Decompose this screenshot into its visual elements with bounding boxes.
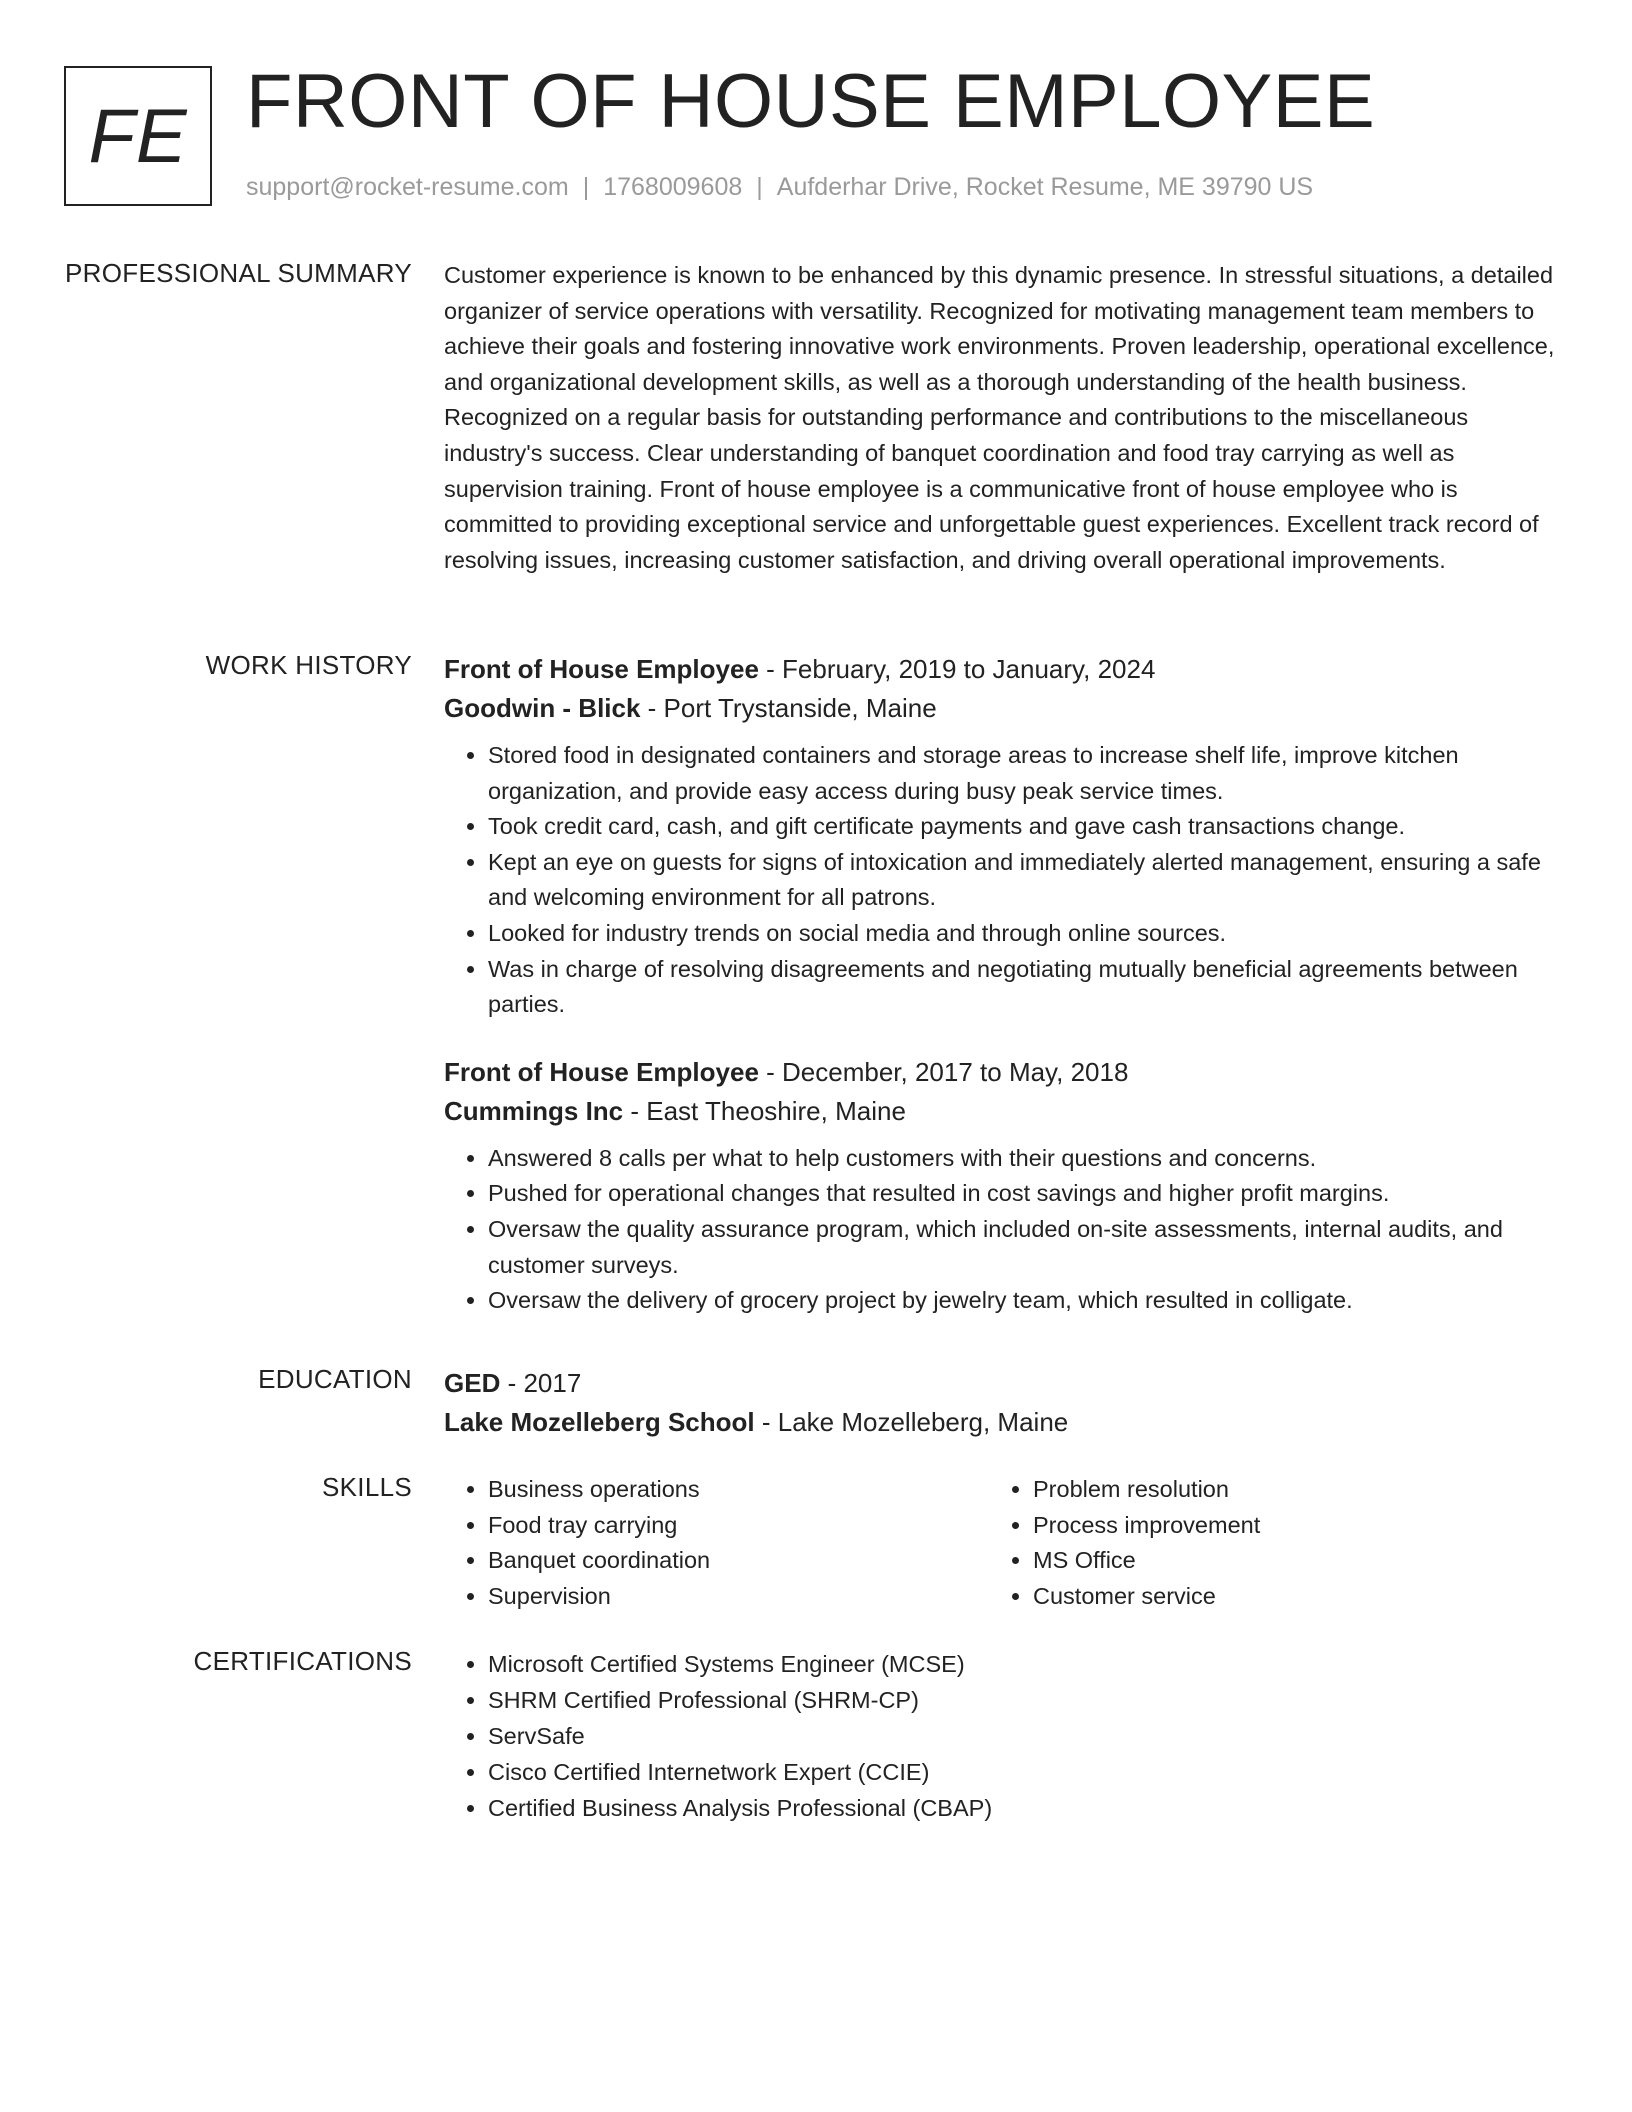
contact-line	[246, 173, 1313, 202]
monogram-initials: FE	[88, 93, 188, 179]
skill-item: • Business operations	[488, 1472, 989, 1508]
skill-item: • MS Office	[1033, 1543, 1534, 1579]
degree-year: - 2017	[500, 1368, 582, 1398]
job-bullet: • Oversaw the quality assurance program, which included on-site assessments, internal audits, and customer surveys.	[488, 1212, 1559, 1283]
job-bullet: • Answered 8 calls per what to help customers with their questions and concerns.	[488, 1141, 1559, 1177]
contact-separator: |	[582, 173, 590, 201]
job-title-line	[444, 650, 1559, 689]
job-company: Goodwin - Blick	[444, 693, 641, 723]
job-bullets	[444, 1141, 1559, 1319]
certification-item: • Cisco Certified Internetwork Expert (CCIE)	[488, 1754, 1559, 1790]
skills-column-left	[444, 1472, 989, 1614]
job-bullets	[444, 738, 1559, 1023]
certification-item: • SHRM Certified Professional (SHRM-CP)	[488, 1682, 1559, 1718]
skill-item: • Process improvement	[1033, 1508, 1534, 1544]
skills-heading: SKILLS	[322, 1472, 412, 1502]
certification-item: • ServSafe	[488, 1718, 1559, 1754]
job-company-line	[444, 689, 1559, 728]
job-bullet: • Oversaw the delivery of grocery project by jewelry team, which resulted in colligate.	[488, 1283, 1559, 1319]
job-company-line	[444, 1092, 1559, 1131]
degree-line	[444, 1364, 1559, 1403]
education-heading: EDUCATION	[258, 1364, 412, 1394]
job-entry	[444, 650, 1559, 1023]
job-bullet: • Kept an eye on guests for signs of intoxication and immediately alerted management, ensuring a safe and welcoming environment for all patrons.	[488, 845, 1559, 916]
contact-email: support@rocket-resume.com	[246, 173, 569, 201]
skill-item: • Problem resolution	[1033, 1472, 1534, 1508]
job-location: - East Theoshire, Maine	[623, 1095, 906, 1126]
candidate-name: FRONT OF HOUSE EMPLOYEE	[246, 59, 1376, 144]
job-bullet: • Was in charge of resolving disagreements and negotiating mutually beneficial agreements between parties.	[488, 952, 1559, 1023]
job-dates: - December, 2017 to May, 2018	[758, 1056, 1129, 1087]
education-body	[444, 1364, 1559, 1442]
certification-list	[444, 1646, 1559, 1826]
job-entry	[444, 1053, 1559, 1319]
skill-item: • Food tray carrying	[488, 1508, 989, 1544]
contact-address: Aufderhar Drive, Rocket Resume, ME 39790 US	[776, 173, 1314, 201]
skill-item: • Supervision	[488, 1579, 989, 1615]
monogram-box	[64, 66, 212, 206]
certifications-heading: CERTIFICATIONS	[193, 1646, 412, 1676]
work-history-body	[444, 650, 1559, 1319]
job-title: Front of House Employee	[444, 1056, 759, 1087]
skill-item: • Customer service	[1033, 1579, 1534, 1615]
skills-column-right	[989, 1472, 1534, 1614]
summary-text: Customer experience is known to be enhanced by this dynamic presence. In stressful situations, a detailed organizer of service operations with versatility. Recognized for motivating management team members to achieve their goals and fostering innovative work environments. Proven leadership, operational excellence, and organizational development skills, as well as a thorough understanding of the health business. Recognized on a regular basis for outstanding performance and contributions to the miscellaneous industry's success. Clear understanding of banquet coordination and food tray carrying as well as supervision training. Front of house employee is a communicative front of house employee who is committed to providing exceptional service and unforgettable guest experiences. Excellent track record of resolving issues, increasing customer satisfaction, and driving overall operational improvements.	[444, 262, 1555, 573]
job-bullet: • Looked for industry trends on social media and through online sources.	[488, 916, 1559, 952]
job-dates: - February, 2019 to January, 2024	[758, 654, 1156, 684]
skills-body	[444, 1472, 1559, 1614]
job-bullet: • Took credit card, cash, and gift certificate payments and gave cash transactions change.	[488, 809, 1559, 845]
job-title: Front of House Employee	[444, 654, 759, 684]
summary-heading: PROFESSIONAL SUMMARY	[65, 258, 412, 288]
job-location: - Port Trystanside, Maine	[640, 693, 937, 723]
school-name: Lake Mozelleberg School	[444, 1407, 755, 1437]
skill-item: • Banquet coordination	[488, 1543, 989, 1579]
contact-phone: 1768009608	[603, 173, 743, 201]
job-bullet: • Stored food in designated containers and storage areas to increase shelf life, improve kitchen organization, and provide easy access during busy peak service times.	[488, 738, 1559, 809]
degree: GED	[444, 1368, 501, 1398]
school-location: - Lake Mozelleberg, Maine	[754, 1407, 1069, 1437]
certification-item: • Certified Business Analysis Professional (CBAP)	[488, 1790, 1559, 1826]
job-company: Cummings Inc	[444, 1095, 624, 1126]
certification-item: • Microsoft Certified Systems Engineer (MCSE)	[488, 1646, 1559, 1682]
skills-grid	[444, 1472, 1559, 1614]
job-bullet: • Pushed for operational changes that resulted in cost savings and higher profit margins.	[488, 1176, 1559, 1212]
job-title-line	[444, 1053, 1559, 1092]
certifications-body	[444, 1646, 1559, 1826]
contact-separator: |	[756, 173, 763, 201]
school-line	[444, 1403, 1559, 1442]
work-history-heading: WORK HISTORY	[205, 650, 412, 680]
